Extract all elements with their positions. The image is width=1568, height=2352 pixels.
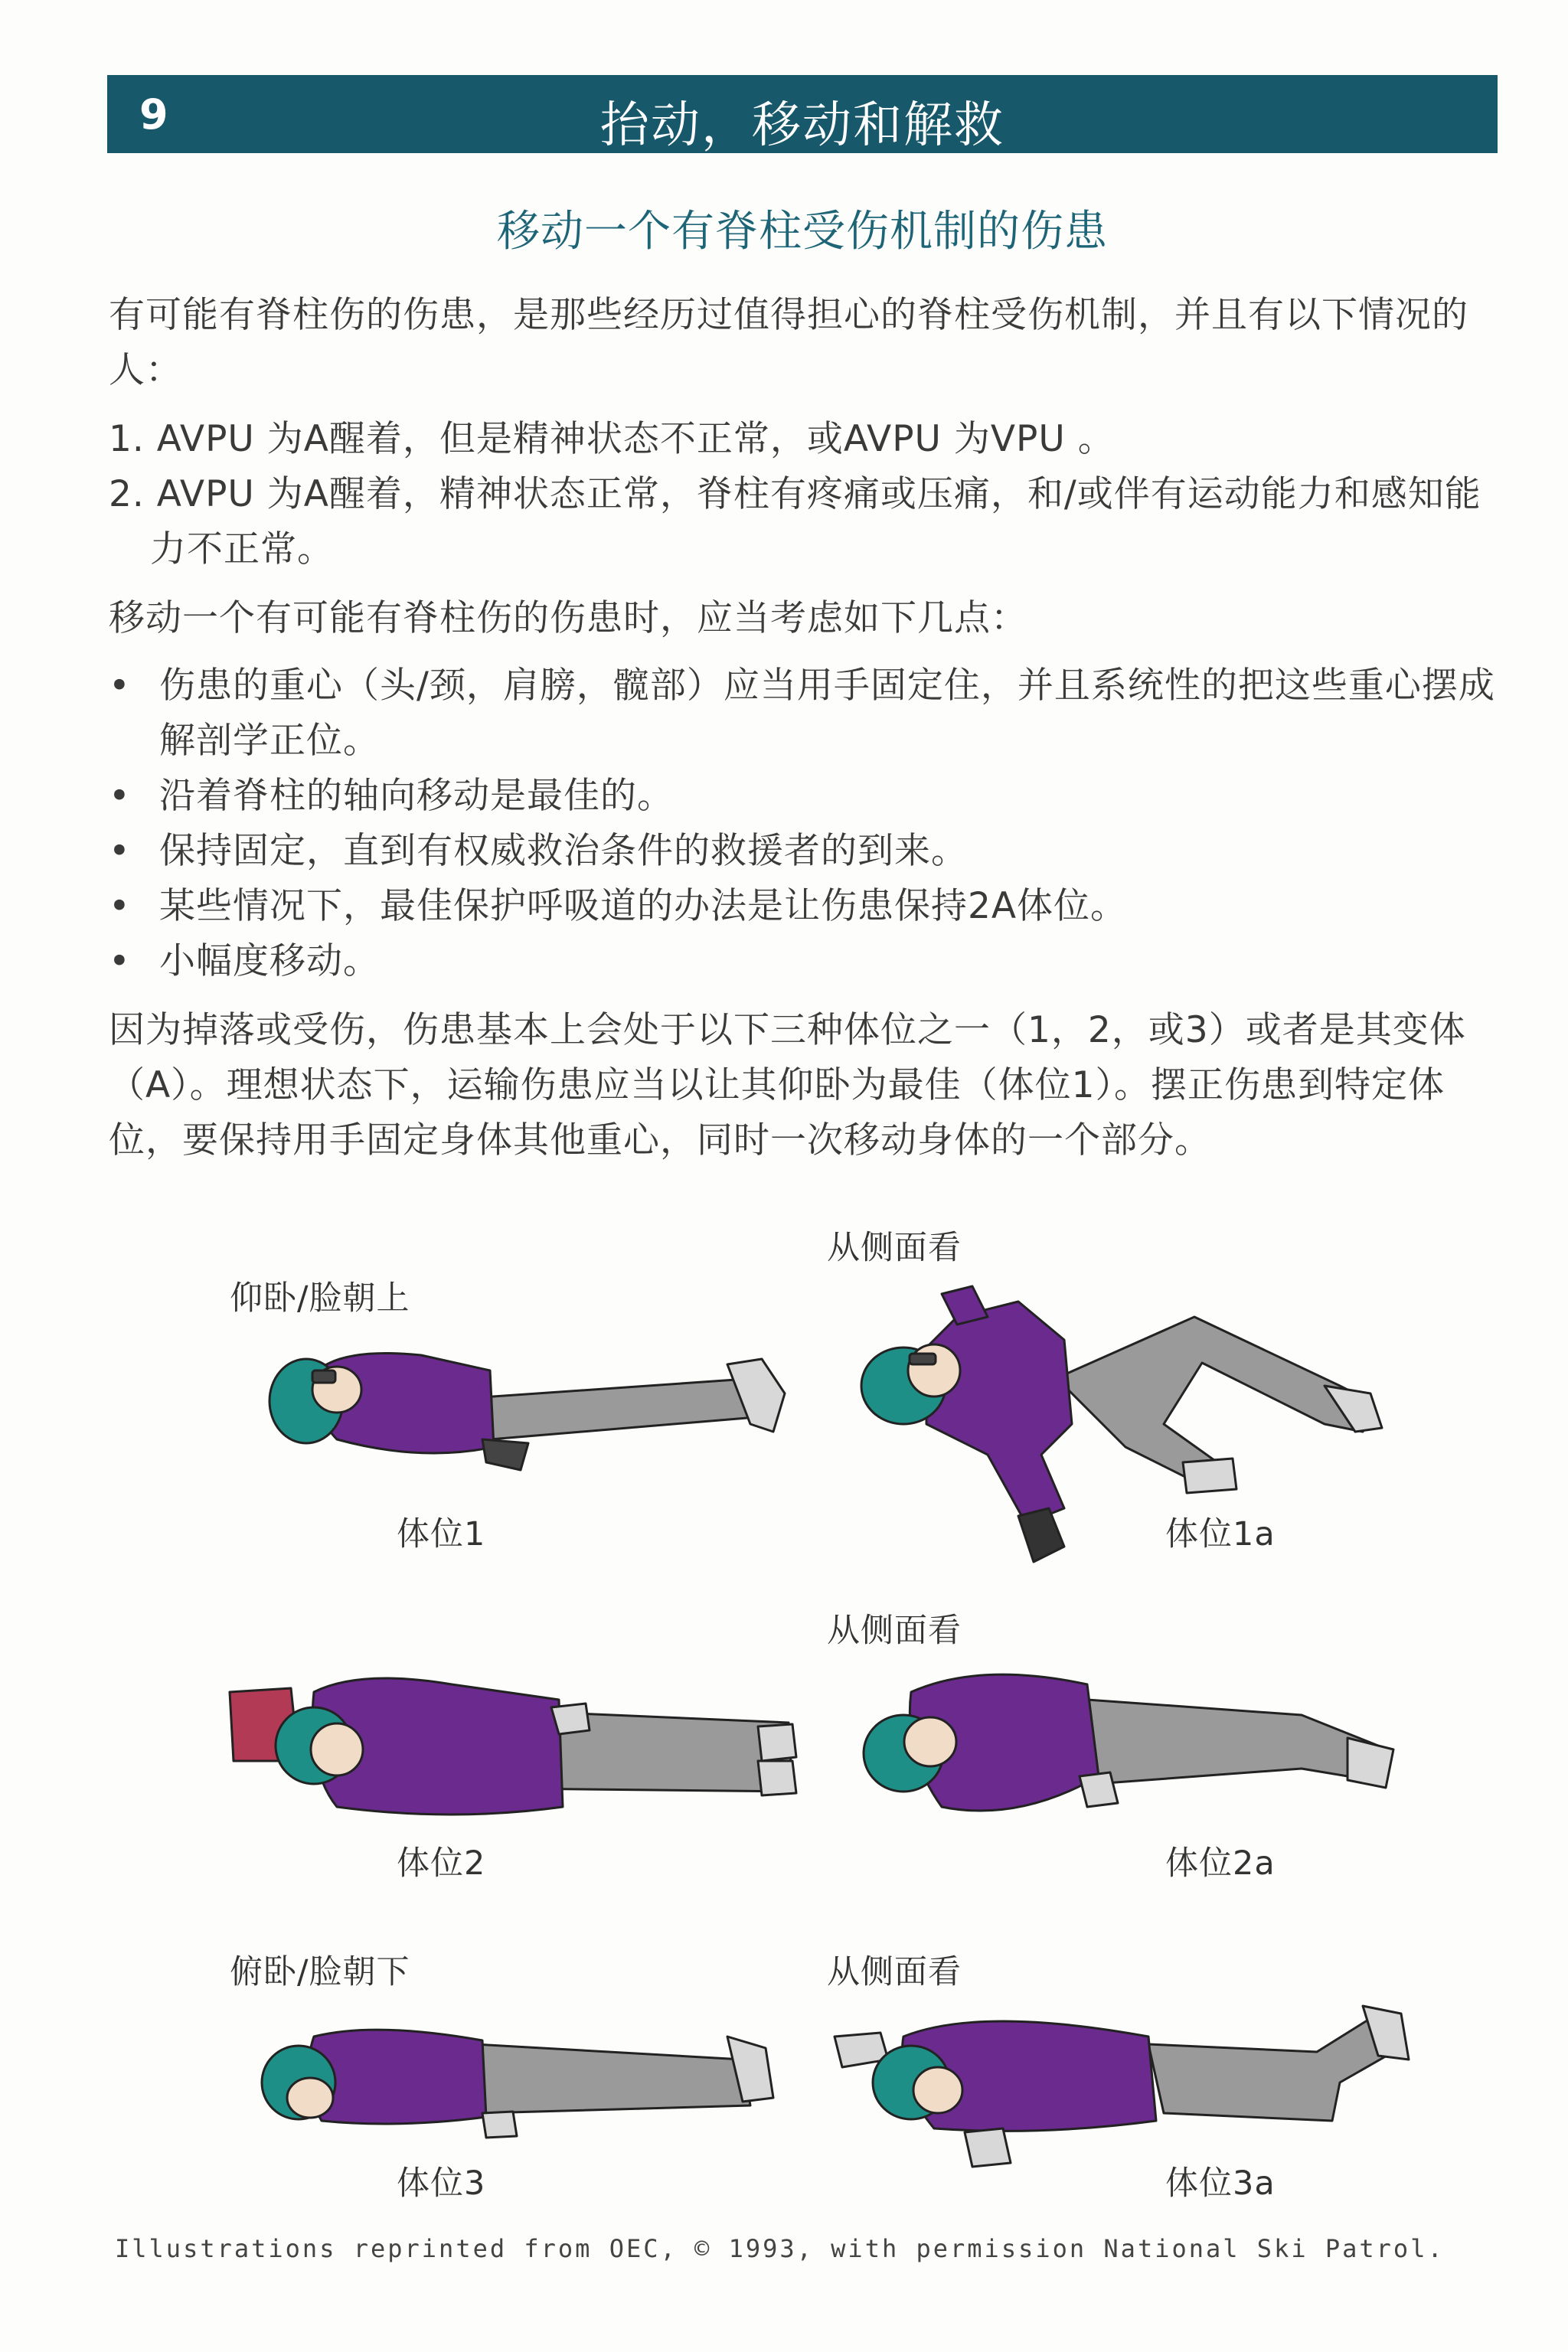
position-3-illustration	[222, 2006, 804, 2159]
bullet-dot: •	[109, 665, 131, 707]
position-1a-illustration	[835, 1271, 1416, 1577]
position-2a-illustration	[842, 1646, 1424, 1845]
prone-heading: 俯卧/脸朝下	[230, 1953, 410, 1991]
section-title: 移动一个有脊柱受伤机制的伤患	[497, 207, 1108, 256]
bullet-text: 沿着脊柱的轴向移动是最佳的。	[159, 775, 674, 817]
chapter-title: 抬动，移动和解救	[600, 97, 1004, 154]
position-2-illustration	[222, 1654, 804, 1838]
considerations-intro: 移动一个有可能有脊柱伤的伤患时，应当考虑如下几点：	[109, 597, 1027, 639]
bullet-text: 某些情况下，最佳保护呼吸道的办法是让伤患保持2A体位。	[159, 885, 1128, 927]
closing-paragraph: 因为掉落或受伤，伤患基本上会处于以下三种体位之一（1，2，或3）或者是其变体（A）。理想状态下，运输伤患应当以让其仰卧为最佳（体位1）。摆正伤患到特定体位，要保持用手固定身体其他重心，同时一次移动身体的一个部分。	[109, 1009, 1466, 1161]
bullet-dot: •	[109, 940, 131, 982]
intro-paragraph: 有可能有脊柱伤的伤患，是那些经历过值得担心的脊柱受伤机制，并且有以下情况的人：	[109, 294, 1468, 391]
chapter-number: 9	[139, 90, 168, 139]
condition-item-1: 1. AVPU 为A醒着，但是精神状态不正常，或AVPU 为VPU 。	[109, 418, 1115, 460]
bullet-item-1	[109, 658, 1498, 769]
bullet-item-2	[109, 769, 1498, 824]
chapter-header	[107, 75, 1498, 153]
side-view-label-3: 从侧面看	[827, 1953, 962, 1991]
position-3a-label: 体位3a	[1165, 2164, 1276, 2203]
position-3-label: 体位3	[397, 2164, 486, 2203]
bullet-dot: •	[109, 775, 131, 817]
position-1-label: 体位1	[397, 1515, 486, 1553]
position-3a-illustration	[827, 1983, 1424, 2174]
bullet-text: 伤患的重心（头/颈，肩膀，髋部）应当用手固定住，并且系统性的把这些重心摆成解剖学正位。	[159, 665, 1495, 762]
position-2-label: 体位2	[397, 1844, 486, 1883]
bullet-text: 保持固定，直到有权威救治条件的救援者的到来。	[159, 830, 968, 872]
illustration-credit: Illustrations reprinted from OEC, © 1993, with permission National Ski Patrol.	[115, 2234, 1445, 2263]
bullet-item-3	[109, 824, 1498, 879]
bullet-dot: •	[109, 885, 131, 927]
condition-item-2: 2. AVPU 为A醒着，精神状态正常，脊柱有疼痛或压痛，和/或伴有运动能力和感知能力不正常。	[109, 473, 1481, 570]
side-view-label-1: 从侧面看	[827, 1229, 962, 1267]
position-1-illustration	[222, 1317, 804, 1501]
bullet-text: 小幅度移动。	[159, 940, 380, 982]
supine-heading: 仰卧/脸朝上	[230, 1279, 410, 1318]
bullet-item-4	[109, 879, 1498, 934]
position-2a-label: 体位2a	[1165, 1844, 1276, 1883]
side-view-label-2: 从侧面看	[827, 1612, 962, 1650]
bullet-item-5	[109, 934, 1498, 989]
bullet-dot: •	[109, 830, 131, 872]
position-1a-label: 体位1a	[1165, 1515, 1276, 1553]
